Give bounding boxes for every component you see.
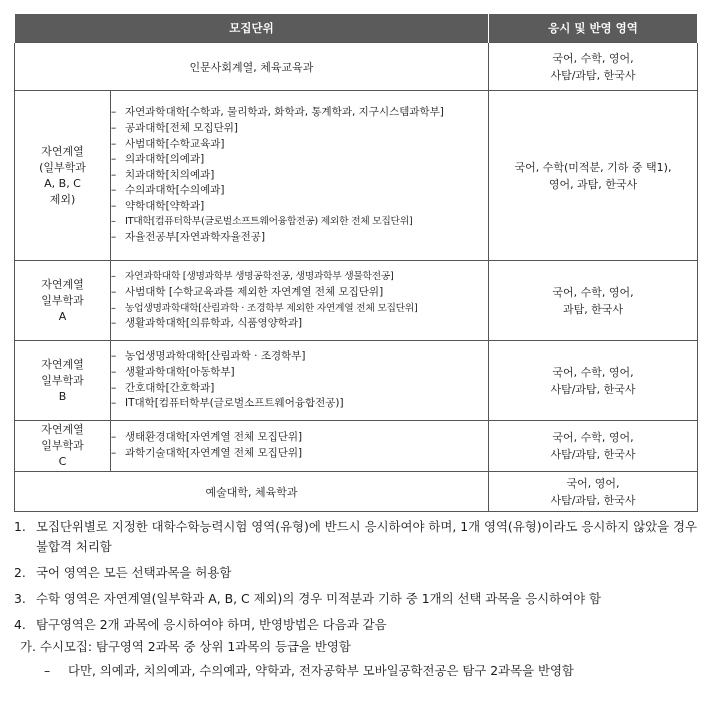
note-text: 수학 영역은 자연계열(일부학과 A, B, C 제외)의 경우 미적분과 기하 중 1개의 선택 과목을 응시하여야 함 xyxy=(36,591,601,606)
departments-science-c xyxy=(111,421,489,472)
note-text: 모집단위별로 지정한 대학수학능력시험 영역(유형)에 반드시 응시하여야 하며, 1개 영역(유형)이라도 응시하지 않았을 경우 불합격 처리함 xyxy=(36,519,697,554)
list-item: – 생활과학대학[아동학부] xyxy=(111,365,235,378)
departments-science-main xyxy=(111,91,489,261)
list-item: – 수의과대학[수의예과] xyxy=(111,184,225,197)
unit-line: A xyxy=(58,309,67,323)
area-science-b xyxy=(489,341,698,421)
unit-science-b xyxy=(15,341,111,421)
note-number: 2. xyxy=(14,565,26,580)
note-4-a xyxy=(14,637,704,657)
unit-science-main xyxy=(15,91,111,261)
list-item: – 자율전공부[자연과학자율전공] xyxy=(111,231,266,244)
area-humanities xyxy=(489,43,698,91)
table-header-row xyxy=(15,14,698,43)
header-unit: 모집단위 xyxy=(15,14,489,43)
note-number: 3. xyxy=(14,591,26,606)
unit-arts: 예술대학, 체육학과 xyxy=(15,472,489,512)
list-item: – 생태환경대학[자연계열 전체 모집단위] xyxy=(111,431,303,444)
unit-line: 자연계열 xyxy=(41,423,84,436)
note-2 xyxy=(14,563,704,583)
area-line: 과탐, 한국사 xyxy=(562,302,624,316)
unit-line: 자연계열 xyxy=(41,357,84,371)
area-line: 국어, 수학, 영어, xyxy=(552,365,634,379)
note-3 xyxy=(14,589,704,609)
area-science-a xyxy=(489,261,698,341)
list-item: – IT대학[컴퓨터학부(글로벌소프트웨어융합전공)] xyxy=(111,397,344,410)
unit-line: C xyxy=(58,455,67,468)
area-line: 사탐/과탐, 한국사 xyxy=(550,448,636,461)
departments-science-b xyxy=(111,341,489,421)
area-line: 사탐/과탐, 한국사 xyxy=(550,68,636,82)
admission-requirements-table xyxy=(14,14,698,512)
list-item: – 자연과학대학 [생명과학부 생명공학전공, 생명과학부 생물학전공] xyxy=(111,271,394,283)
unit-science-a xyxy=(15,261,111,341)
list-item: – 사범대학[수학교육과] xyxy=(111,137,225,150)
unit-line: (일부학과 xyxy=(39,160,86,174)
note-number: – xyxy=(44,663,51,678)
unit-line: A, B, C xyxy=(44,176,81,190)
area-science-c xyxy=(489,421,698,472)
area-line: 사탐/과탐, 한국사 xyxy=(550,493,636,507)
list-item: – 과학기술대학[자연계열 전체 모집단위] xyxy=(111,447,303,459)
unit-line: 일부학과 xyxy=(41,293,84,307)
unit-humanities: 인문사회계열, 체육교육과 xyxy=(15,43,489,91)
note-number: 가. xyxy=(20,639,36,654)
list-item: – 의과대학[의예과] xyxy=(111,153,205,166)
list-item: – 생활과학대학[의류학과, 식품영양학과] xyxy=(111,317,303,330)
note-1 xyxy=(14,517,704,557)
area-line: 국어, 수학(미적분, 기하 중 택1), xyxy=(514,160,672,174)
table-row xyxy=(15,43,698,91)
area-line: 국어, 수학, 영어, xyxy=(552,51,634,65)
list-item: – 치과대학[치의예과] xyxy=(111,168,215,181)
area-line: 국어, 영어, xyxy=(566,476,620,490)
table-row xyxy=(15,91,698,261)
list-item: – 자연과학대학[수학과, 물리학과, 화학과, 통계학과, 지구시스템과학부] xyxy=(111,106,444,119)
unit-science-c xyxy=(15,421,111,472)
area-line: 사탐/과탐, 한국사 xyxy=(550,382,636,396)
list-item: – 농업생명과학대학[산림과학 · 조경학부 제외한 자연계열 전체 모집단위] xyxy=(111,302,418,314)
area-arts xyxy=(489,472,698,512)
table-row xyxy=(15,472,698,512)
area-line: 영어, 과탐, 한국사 xyxy=(548,177,638,191)
unit-line: 일부학과 xyxy=(41,373,84,387)
note-number: 4. xyxy=(14,617,26,632)
list-item: – IT대학[컴퓨터학부(글로벌소프트웨어융합전공) 제외한 전체 모집단위] xyxy=(111,216,413,228)
departments-science-a xyxy=(111,261,489,341)
table-row xyxy=(15,421,698,472)
unit-line: 제외) xyxy=(49,192,76,206)
list-item: – 사범대학 [수학교육과를 제외한 자연계열 전체 모집단위] xyxy=(111,285,384,298)
unit-line: B xyxy=(58,389,67,403)
list-item: – 농업생명과학대학[산림과학 · 조경학부] xyxy=(111,350,306,363)
note-text: 국어 영역은 모든 선택과목을 허용함 xyxy=(36,565,232,580)
list-item: – 약학대학[약학과] xyxy=(111,199,205,212)
area-line: 국어, 수학, 영어, xyxy=(552,285,634,299)
note-text: 탐구영역은 2개 과목에 응시하여야 하며, 반영방법은 다음과 같음 xyxy=(36,617,387,632)
header-area: 응시 및 반영 영역 xyxy=(489,14,698,43)
unit-line: 자연계열 xyxy=(41,144,84,158)
table-row xyxy=(15,341,698,421)
note-4-a-1 xyxy=(14,661,704,681)
unit-line: 자연계열 xyxy=(41,277,84,291)
table-row xyxy=(15,261,698,341)
notes-section xyxy=(14,517,704,681)
note-text: 다만, 의예과, 치의예과, 수의예과, 약학과, 전자공학부 모바일공학전공은 탐구 2과목을 반영함 xyxy=(68,663,574,678)
area-science-main xyxy=(489,91,698,261)
unit-line: 일부학과 xyxy=(41,439,84,452)
list-item: – 공과대학[전체 모집단위] xyxy=(111,121,238,134)
note-text: 수시모집: 탐구영역 2과목 중 상위 1과목의 등급을 반영함 xyxy=(40,639,351,654)
note-4 xyxy=(14,615,704,635)
note-number: 1. xyxy=(14,519,26,534)
list-item: – 간호대학[간호학과] xyxy=(111,381,215,394)
area-line: 국어, 수학, 영어, xyxy=(552,431,634,444)
